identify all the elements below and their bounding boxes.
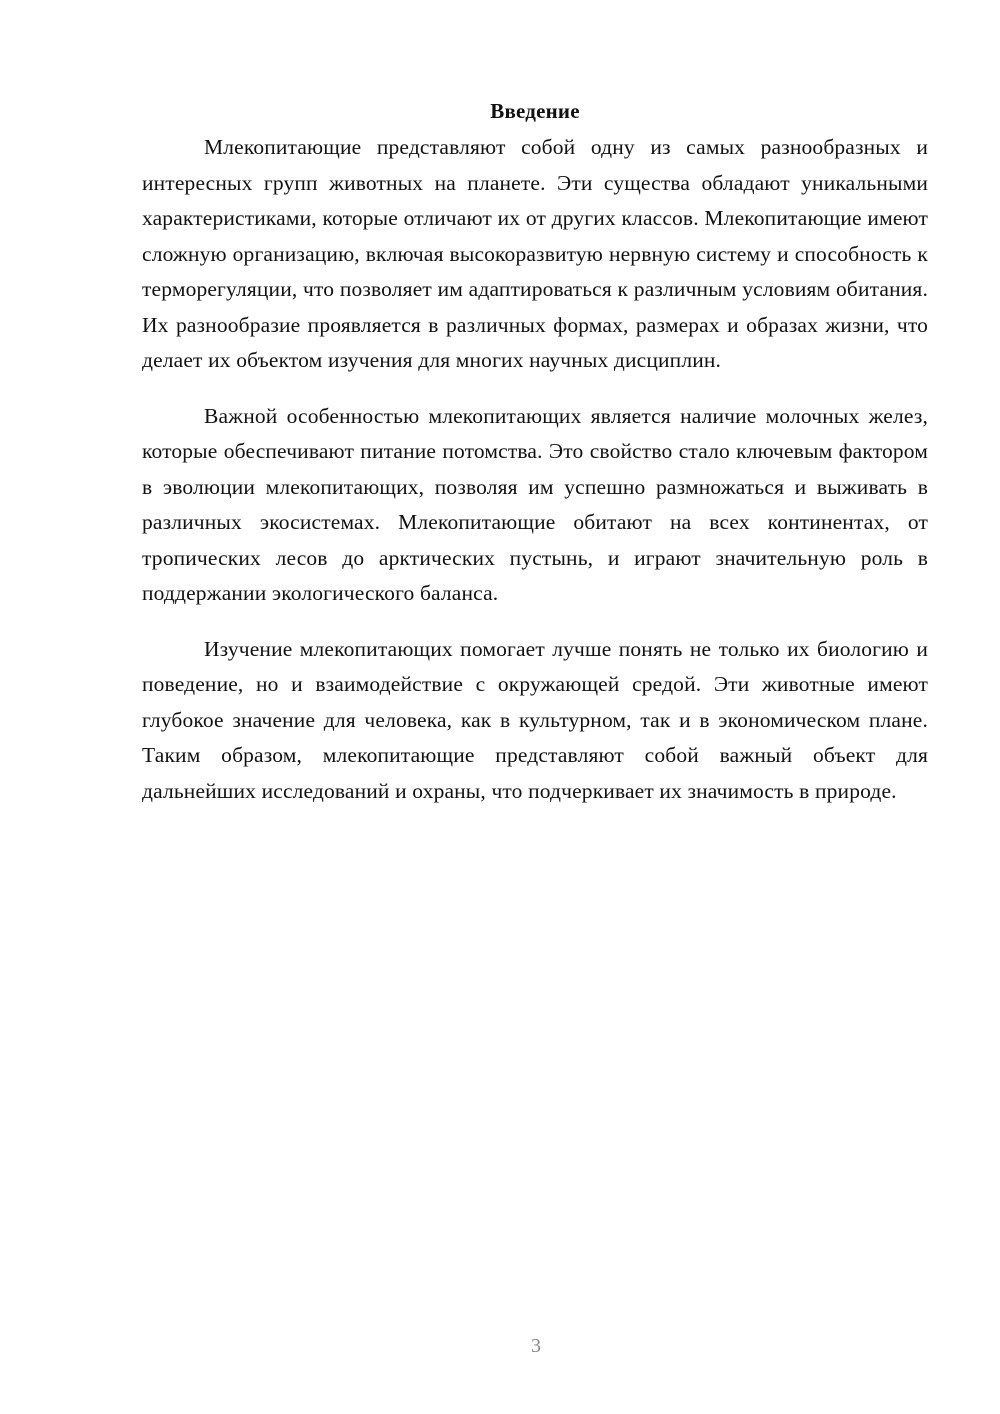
section-heading: Введение [490, 99, 580, 123]
page-content [142, 96, 928, 829]
paragraph-1: Млекопитающие представляют собой одну из самых разнообразных и интересных групп животных на планете. Эти существа обладают уникальными характеристиками, которые отличают их от других классов. Млекопитающие имеют сложную организацию, включая высокоразвитую нервную систему и способность к терморегуляции, что позволяет им адаптироваться к различным условиям обитания. Их разнообразие проявляется в различных формах, размерах и образах жизни, что делает их объектом изучения для многих научных дисциплин. [142, 135, 928, 372]
paragraph-2: Важной особенностью млекопитающих является наличие молочных желез, которые обеспечивают питание потомства. Это свойство стало ключевым фактором в эволюции млекопитающих, позволяя им успешно размножаться и выживать в различных экосистемах. Млекопитающие обитают на всех континентах, от тропических лесов до арктических пустынь, и играют значительную роль в поддержании экологического баланса. [142, 403, 928, 605]
paragraph-3: Изучение млекопитающих помогает лучше понять не только их биологию и поведение, но и взаимодействие с окружающей средой. Эти животные имеют глубокое значение для человека, как в культурном, так и в экономическом плане. Таким образом, млекопитающие представляют собой важный объект для дальнейших исследований и охраны, что подчеркивает их значимость в природе. [142, 636, 928, 803]
page-number: 3 [531, 1335, 541, 1357]
